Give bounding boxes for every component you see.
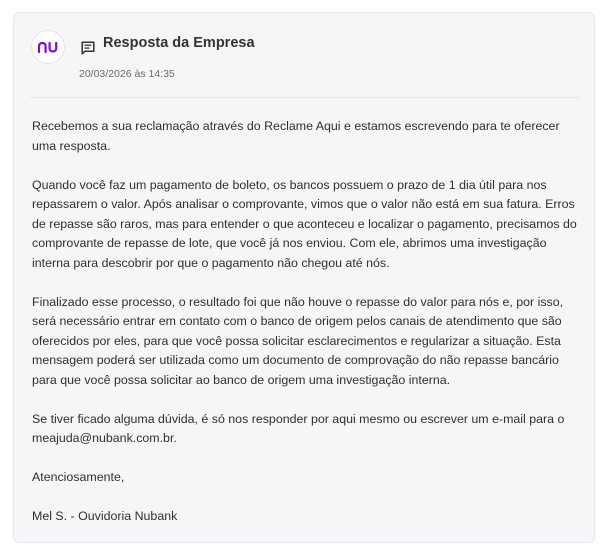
message-paragraph: Recebemos a sua reclamação através do Reclame Aqui e estamos escrevendo para te oferecer uma resposta. xyxy=(32,119,560,153)
nubank-logo-icon xyxy=(31,30,65,64)
message-signature: Mel S. - Ouvidoria Nubank xyxy=(32,509,178,523)
response-title: Resposta da Empresa xyxy=(103,35,255,51)
company-response-card xyxy=(13,12,595,543)
response-message xyxy=(32,117,580,546)
response-header xyxy=(14,13,594,97)
message-paragraph: Quando você faz um pagamento de boleto, os bancos possuem o prazo de 1 dia útil para nos repassarem o valor. Após analisar o comprovante, vimos que o valor não está em sua fatura. Erros de repasse são raros, mas para entender o que aconteceu e localizar o pagamento, precisamos do comprovante de repasse de lote, que você já nos enviou. Com ele, abrimos uma investigação interna para descobrir por que o pagamento não chegou até nós. xyxy=(32,177,577,270)
header-divider xyxy=(30,97,579,98)
response-date: 20/03/2026 às 14:35 xyxy=(79,68,175,80)
chat-message-icon xyxy=(80,40,96,56)
message-paragraph: Se tiver ficado alguma dúvida, é só nos responder por aqui mesmo ou escrever um e-mail para o meajuda@nubank.com.br. xyxy=(32,411,565,445)
message-closing: Atenciosamente, xyxy=(32,470,125,484)
message-paragraph: Finalizado esse processo, o resultado foi que não houve o repasse do valor para nós e, por isso, será necessário entrar em contato com o banco de origem pelos canais de atendimento que são oferecidos por eles, para que você possa solicitar esclarecimentos e regularizar a situação. Esta mensagem poderá ser utilizada como um documento de comprovação do não repasse bancário para que você possa solicitar ao banco de origem uma investigação interna. xyxy=(32,294,564,387)
